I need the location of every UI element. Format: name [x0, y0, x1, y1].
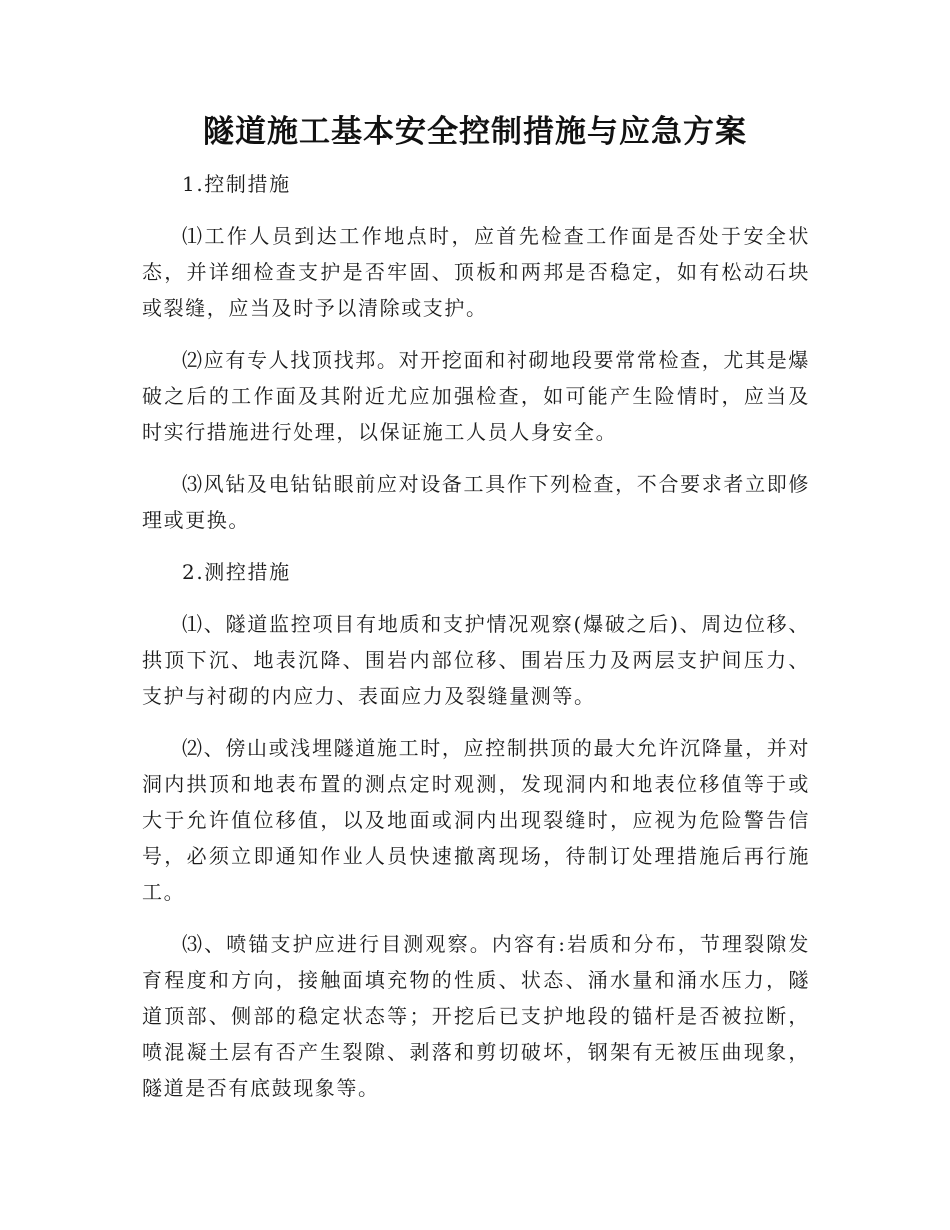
paragraph-monitoring-3: ⑶、喷锚支护应进行目测观察。内容有:岩质和分布，节理裂隙发育程度和方向，接触面填充物的性质、状态、涌水量和涌水压力，隧道顶部、侧部的稳定状态等；开挖后已支护地段的锚杆是否被拉断，喷混凝土层有否产生裂隙、剥落和剪切破坏，钢架有无被压曲现象，隧道是否有底鼓现象等。	[142, 932, 810, 1100]
paragraph-control-1: ⑴工作人员到达工作地点时，应首先检查工作面是否处于安全状态，并详细检查支护是否牢固、顶板和两邦是否稳定，如有松动石块或裂缝，应当及时予以清除或支护。	[142, 224, 810, 320]
paragraph-monitoring-1: ⑴、隧道监控项目有地质和支护情况观察(爆破之后)、周边位移、拱顶下沉、地表沉降、围岩内部位移、围岩压力及两层支护间压力、支护与衬砌的内应力、表面应力及裂缝量测等。	[142, 612, 810, 708]
paragraph-control-3: ⑶风钻及电钻钻眼前应对设备工具作下列检查，不合要求者立即修理或更换。	[142, 472, 810, 532]
paragraph-monitoring-2: ⑵、傍山或浅埋隧道施工时，应控制拱顶的最大允许沉降量，并对洞内拱顶和地表布置的测点定时观测，发现洞内和地表位移值等于或大于允许值位移值，以及地面或洞内出现裂缝时，应视为危险警告信号，必须立即通知作业人员快速撤离现场，待制订处理措施后再行施工。	[142, 736, 810, 904]
document-body	[142, 166, 810, 1122]
section-heading-monitoring: 2.测控措施	[182, 560, 291, 584]
document-title: 隧道施工基本安全控制措施与应急方案	[203, 114, 747, 150]
section-heading-control: 1.控制措施	[182, 172, 291, 196]
paragraph-control-2: ⑵应有专人找顶找邦。对开挖面和衬砌地段要常常检查，尤其是爆破之后的工作面及其附近尤应加强检查，如可能产生险情时，应当及时实行措施进行处理，以保证施工人员人身安全。	[142, 348, 810, 444]
